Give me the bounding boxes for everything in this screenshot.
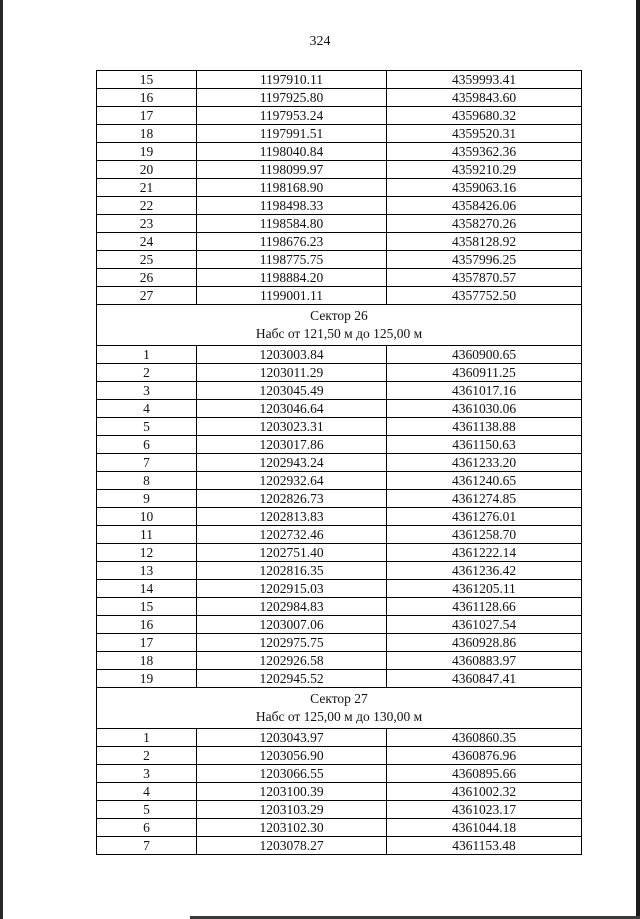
point-number-cell: 15 xyxy=(97,598,197,616)
sector-header-row xyxy=(97,688,582,729)
y-coordinate-cell: 4361153.48 xyxy=(387,837,582,855)
y-coordinate-cell: 4361276.01 xyxy=(387,508,582,526)
coordinates-table xyxy=(96,70,582,855)
point-number-cell: 7 xyxy=(97,454,197,472)
point-number-cell: 18 xyxy=(97,652,197,670)
y-coordinate-cell: 4361017.16 xyxy=(387,382,582,400)
table-row xyxy=(97,729,582,747)
y-coordinate-cell: 4359680.32 xyxy=(387,107,582,125)
x-coordinate-cell: 1198099.97 xyxy=(197,161,387,179)
table-row xyxy=(97,400,582,418)
y-coordinate-cell: 4359843.60 xyxy=(387,89,582,107)
table-row xyxy=(97,251,582,269)
x-coordinate-cell: 1203043.97 xyxy=(197,729,387,747)
y-coordinate-cell: 4359362.36 xyxy=(387,143,582,161)
x-coordinate-cell: 1203007.06 xyxy=(197,616,387,634)
point-number-cell: 23 xyxy=(97,215,197,233)
y-coordinate-cell: 4360928.86 xyxy=(387,634,582,652)
table-row xyxy=(97,526,582,544)
y-coordinate-cell: 4361002.32 xyxy=(387,783,582,801)
y-coordinate-cell: 4360911.25 xyxy=(387,364,582,382)
point-number-cell: 17 xyxy=(97,107,197,125)
y-coordinate-cell: 4361128.66 xyxy=(387,598,582,616)
y-coordinate-cell: 4361138.88 xyxy=(387,418,582,436)
table-row xyxy=(97,652,582,670)
sector-header-row xyxy=(97,305,582,346)
x-coordinate-cell: 1202915.03 xyxy=(197,580,387,598)
table-row xyxy=(97,634,582,652)
table-row xyxy=(97,765,582,783)
point-number-cell: 12 xyxy=(97,544,197,562)
point-number-cell: 6 xyxy=(97,436,197,454)
point-number-cell: 22 xyxy=(97,197,197,215)
table-row xyxy=(97,89,582,107)
x-coordinate-cell: 1203103.29 xyxy=(197,801,387,819)
table-row xyxy=(97,215,582,233)
x-coordinate-cell: 1203100.39 xyxy=(197,783,387,801)
table-row xyxy=(97,580,582,598)
y-coordinate-cell: 4359993.41 xyxy=(387,71,582,89)
y-coordinate-cell: 4360876.96 xyxy=(387,747,582,765)
y-coordinate-cell: 4358426.06 xyxy=(387,197,582,215)
x-coordinate-cell: 1197910.11 xyxy=(197,71,387,89)
y-coordinate-cell: 4361258.70 xyxy=(387,526,582,544)
point-number-cell: 26 xyxy=(97,269,197,287)
table-row xyxy=(97,269,582,287)
x-coordinate-cell: 1202826.73 xyxy=(197,490,387,508)
table-row xyxy=(97,233,582,251)
x-coordinate-cell: 1197925.80 xyxy=(197,89,387,107)
x-coordinate-cell: 1202984.83 xyxy=(197,598,387,616)
y-coordinate-cell: 4357996.25 xyxy=(387,251,582,269)
x-coordinate-cell: 1202945.52 xyxy=(197,670,387,688)
scan-left-edge xyxy=(0,0,3,919)
table-row xyxy=(97,382,582,400)
table-row xyxy=(97,161,582,179)
point-number-cell: 4 xyxy=(97,783,197,801)
y-coordinate-cell: 4357752.50 xyxy=(387,287,582,305)
x-coordinate-cell: 1203017.86 xyxy=(197,436,387,454)
x-coordinate-cell: 1198168.90 xyxy=(197,179,387,197)
table-row xyxy=(97,598,582,616)
table-row xyxy=(97,819,582,837)
x-coordinate-cell: 1198775.75 xyxy=(197,251,387,269)
table-row xyxy=(97,562,582,580)
point-number-cell: 11 xyxy=(97,526,197,544)
y-coordinate-cell: 4361044.18 xyxy=(387,819,582,837)
x-coordinate-cell: 1198676.23 xyxy=(197,233,387,251)
point-number-cell: 15 xyxy=(97,71,197,89)
y-coordinate-cell: 4357870.57 xyxy=(387,269,582,287)
x-coordinate-cell: 1202926.58 xyxy=(197,652,387,670)
point-number-cell: 19 xyxy=(97,670,197,688)
y-coordinate-cell: 4359520.31 xyxy=(387,125,582,143)
y-coordinate-cell: 4361240.65 xyxy=(387,472,582,490)
x-coordinate-cell: 1203046.64 xyxy=(197,400,387,418)
table-row xyxy=(97,544,582,562)
y-coordinate-cell: 4361236.42 xyxy=(387,562,582,580)
table-row xyxy=(97,197,582,215)
table-row xyxy=(97,143,582,161)
point-number-cell: 25 xyxy=(97,251,197,269)
point-number-cell: 2 xyxy=(97,747,197,765)
point-number-cell: 27 xyxy=(97,287,197,305)
point-number-cell: 8 xyxy=(97,472,197,490)
x-coordinate-cell: 1202813.83 xyxy=(197,508,387,526)
table-row xyxy=(97,837,582,855)
y-coordinate-cell: 4361030.06 xyxy=(387,400,582,418)
y-coordinate-cell: 4359210.29 xyxy=(387,161,582,179)
x-coordinate-cell: 1198040.84 xyxy=(197,143,387,161)
y-coordinate-cell: 4361222.14 xyxy=(387,544,582,562)
table-row xyxy=(97,801,582,819)
y-coordinate-cell: 4358270.26 xyxy=(387,215,582,233)
x-coordinate-cell: 1203023.31 xyxy=(197,418,387,436)
point-number-cell: 19 xyxy=(97,143,197,161)
x-coordinate-cell: 1203056.90 xyxy=(197,747,387,765)
point-number-cell: 2 xyxy=(97,364,197,382)
table-row xyxy=(97,472,582,490)
x-coordinate-cell: 1197953.24 xyxy=(197,107,387,125)
point-number-cell: 7 xyxy=(97,837,197,855)
scan-right-edge xyxy=(636,0,640,919)
table-row xyxy=(97,418,582,436)
table-row xyxy=(97,670,582,688)
table-row xyxy=(97,346,582,364)
y-coordinate-cell: 4360900.65 xyxy=(387,346,582,364)
point-number-cell: 17 xyxy=(97,634,197,652)
table-row xyxy=(97,454,582,472)
point-number-cell: 5 xyxy=(97,418,197,436)
y-coordinate-cell: 4361023.17 xyxy=(387,801,582,819)
point-number-cell: 1 xyxy=(97,346,197,364)
y-coordinate-cell: 4360895.66 xyxy=(387,765,582,783)
point-number-cell: 20 xyxy=(97,161,197,179)
point-number-cell: 18 xyxy=(97,125,197,143)
table-row xyxy=(97,71,582,89)
x-coordinate-cell: 1203011.29 xyxy=(197,364,387,382)
x-coordinate-cell: 1202943.24 xyxy=(197,454,387,472)
point-number-cell: 3 xyxy=(97,765,197,783)
y-coordinate-cell: 4358128.92 xyxy=(387,233,582,251)
y-coordinate-cell: 4360883.97 xyxy=(387,652,582,670)
point-number-cell: 13 xyxy=(97,562,197,580)
x-coordinate-cell: 1202732.46 xyxy=(197,526,387,544)
x-coordinate-cell: 1203045.49 xyxy=(197,382,387,400)
x-coordinate-cell: 1197991.51 xyxy=(197,125,387,143)
x-coordinate-cell: 1203102.30 xyxy=(197,819,387,837)
x-coordinate-cell: 1198584.80 xyxy=(197,215,387,233)
table-row xyxy=(97,179,582,197)
y-coordinate-cell: 4361205.11 xyxy=(387,580,582,598)
point-number-cell: 6 xyxy=(97,819,197,837)
table-row xyxy=(97,364,582,382)
point-number-cell: 3 xyxy=(97,382,197,400)
x-coordinate-cell: 1202975.75 xyxy=(197,634,387,652)
sector-header-cell xyxy=(97,688,582,729)
x-coordinate-cell: 1203078.27 xyxy=(197,837,387,855)
sector-title: Сектор 26 xyxy=(310,308,368,323)
x-coordinate-cell: 1202751.40 xyxy=(197,544,387,562)
point-number-cell: 21 xyxy=(97,179,197,197)
table-row xyxy=(97,490,582,508)
y-coordinate-cell: 4361233.20 xyxy=(387,454,582,472)
table-row xyxy=(97,287,582,305)
y-coordinate-cell: 4361274.85 xyxy=(387,490,582,508)
point-number-cell: 9 xyxy=(97,490,197,508)
table-row xyxy=(97,616,582,634)
y-coordinate-cell: 4359063.16 xyxy=(387,179,582,197)
sector-title: Сектор 27 xyxy=(310,691,368,706)
y-coordinate-cell: 4360847.41 xyxy=(387,670,582,688)
point-number-cell: 14 xyxy=(97,580,197,598)
table-row xyxy=(97,783,582,801)
table-row xyxy=(97,436,582,454)
x-coordinate-cell: 1203066.55 xyxy=(197,765,387,783)
sector-range: Набс от 125,00 м до 130,00 м xyxy=(255,709,423,724)
x-coordinate-cell: 1202932.64 xyxy=(197,472,387,490)
point-number-cell: 5 xyxy=(97,801,197,819)
sector-range: Набс от 121,50 м до 125,00 м xyxy=(255,326,423,341)
y-coordinate-cell: 4360860.35 xyxy=(387,729,582,747)
table-row xyxy=(97,125,582,143)
table-row xyxy=(97,107,582,125)
point-number-cell: 10 xyxy=(97,508,197,526)
x-coordinate-cell: 1203003.84 xyxy=(197,346,387,364)
page-number: 324 xyxy=(309,34,331,49)
sector-header-cell xyxy=(97,305,582,346)
table-row xyxy=(97,747,582,765)
y-coordinate-cell: 4361150.63 xyxy=(387,436,582,454)
y-coordinate-cell: 4361027.54 xyxy=(387,616,582,634)
x-coordinate-cell: 1198884.20 xyxy=(197,269,387,287)
point-number-cell: 4 xyxy=(97,400,197,418)
point-number-cell: 16 xyxy=(97,89,197,107)
x-coordinate-cell: 1202816.35 xyxy=(197,562,387,580)
x-coordinate-cell: 1199001.11 xyxy=(197,287,387,305)
point-number-cell: 16 xyxy=(97,616,197,634)
point-number-cell: 24 xyxy=(97,233,197,251)
x-coordinate-cell: 1198498.33 xyxy=(197,197,387,215)
point-number-cell: 1 xyxy=(97,729,197,747)
table-row xyxy=(97,508,582,526)
